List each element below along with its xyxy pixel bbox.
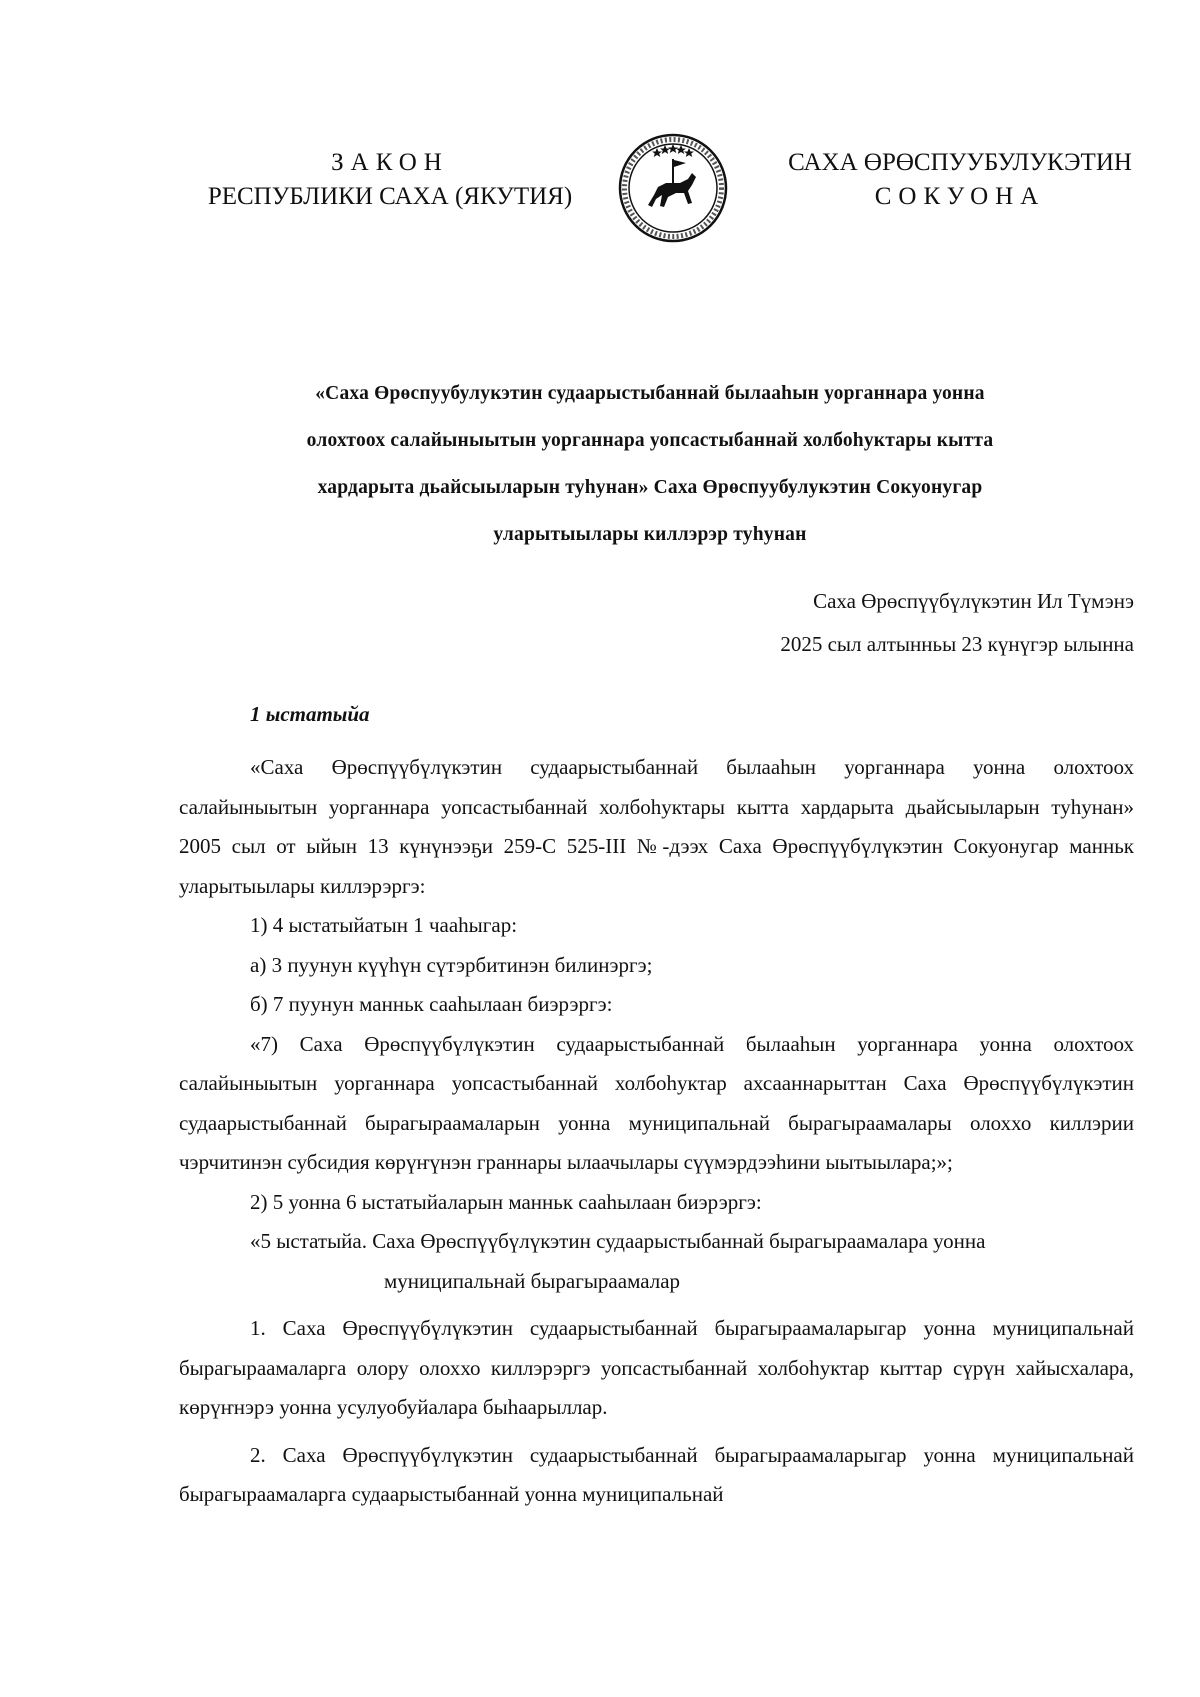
article-heading: 1 ыстатыйа — [250, 702, 370, 726]
header-right — [760, 146, 1160, 214]
paragraph: 2) 5 уонна 6 ыстатыйаларын манньк сааһылаан биэрэргэ: — [250, 1189, 762, 1214]
header-left-law: ЗАКОН — [331, 149, 449, 176]
header-left-republic: РЕСПУБЛИКИ САХА (ЯКУТИЯ) — [207, 183, 573, 210]
header-right-republic: САХА ӨРӨСПУУБУЛУКЭТИН — [788, 149, 1132, 176]
paragraph: 1) 4 ыстатыйатын 1 чааһыгар: — [250, 913, 518, 937]
adoption-block — [780, 580, 1134, 666]
coat-of-arms-emblem — [618, 133, 728, 243]
header-right-law: СОКУОНА — [874, 183, 1046, 210]
adopted-date: 2025 сыл алтынньы 23 күнүгэр ылынна — [780, 632, 1134, 656]
paragraph: муниципальнай бырагыраамалар — [384, 1268, 681, 1293]
article-body — [179, 748, 1134, 1515]
paragraph: 1. Саха Өрөспүүбүлүкэтин судаарыстыбаннай бырагыраамаларыгар уонна муниципальнай бырагыраамаларга олору олоххо киллэрэргэ уопсастыбаннай холбоһуктар кыттар сүрүн хайысхалара, көрүҥнэрэ уонна усулуобуйалара быһаарыллар. — [179, 1316, 1134, 1419]
paragraph: а) 3 пуунун күүһүн сүтэрбитинэн билинэргэ; — [250, 952, 653, 977]
title-line: олохтоох салайыныытын уорганнара уопсастыбаннай холбоһуктары кытта — [306, 430, 994, 451]
title-line: «Саха Өрөспуубулукэтин судаарыстыбаннай былааһын уорганнара уонна — [315, 383, 985, 404]
title-line: уларытыылары киллэрэр туһунан — [493, 524, 807, 545]
paragraph: «5 ыстатыйа. Саха Өрөспүүбүлүкэтин судаарыстыбаннай бырагыраамалара уонна — [250, 1229, 986, 1253]
paragraph: б) 7 пуунун манньк сааһылаан биэрэргэ: — [250, 992, 613, 1016]
paragraph: «7) Саха Өрөспүүбүлүкэтин судаарыстыбаннай былааһын уорганнара уонна олохтоох салайыныытын уорганнара уопсастыбаннай холбоһуктар ахсааннарыттан Саха Өрөспүүбүлүкэтин судаарыстыбаннай бырагыраамаларын уонна муниципальнай бырагыраамалары олоххо киллэрии чэрчитинэн субсидия көрүҥүнэн граннары ылаачылары сүүмэрдээһини ыытыылара;»; — [179, 1031, 1134, 1174]
adopted-by: Саха Өрөспүүбүлүкэтин Ил Түмэнэ — [813, 589, 1134, 613]
paragraph: 2. Саха Өрөспүүбүлүкэтин судаарыстыбаннай бырагыраамаларыгар уонна муниципальнай бырагыраамаларга судаарыстыбаннай уонна муниципальнай — [179, 1442, 1134, 1506]
title-line: хардарыта дьайсыыларын туһунан» Саха Өрөспуубулукэтин Сокуонугар — [317, 477, 983, 498]
header-left — [190, 146, 590, 214]
document-title — [180, 370, 1120, 558]
paragraph: «Саха Өрөспүүбүлүкэтин судаарыстыбаннай былааһын уорганнара уонна олохтоох салайыныытын уорганнара уопсастыбаннай холбоһуктары кытта хардарыта дьайсыыларын туһунан» 2005 сыл от ыйын 13 күнүнээҕи 259-С 525-III №-дээх Саха Өрөспүүбүлүкэтин Сокуонугар манньк уларытыылары киллэрэргэ: — [179, 755, 1134, 898]
